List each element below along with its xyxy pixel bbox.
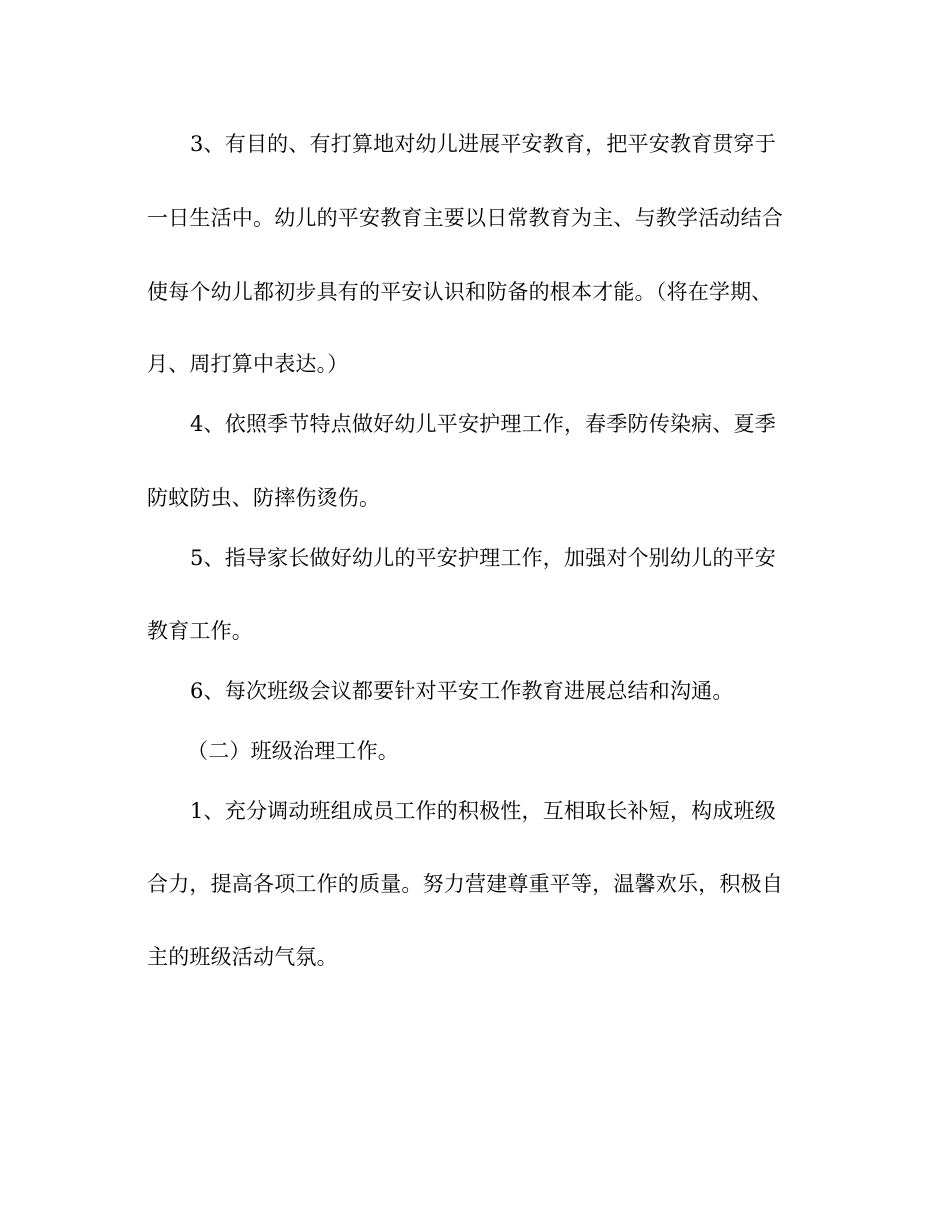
paragraph-5-line-2: 教育工作。 bbox=[147, 619, 253, 643]
paragraph-4-line-2: 防蚊防虫、防摔伤烫伤。 bbox=[147, 486, 381, 510]
section-2-paragraph-1-line-1: 1、充分调动班组成员工作的积极性，互相取长补短，构成班级 bbox=[190, 799, 776, 823]
section-2-paragraph-1-line-3: 主的班级活动气氛。 bbox=[147, 945, 338, 969]
paragraph-3-line-4: 月、周打算中表达。） bbox=[147, 352, 349, 376]
paragraph-5-line-1: 5、指导家长做好幼儿的平安护理工作，加强对个别幼儿的平安 bbox=[190, 546, 776, 570]
paragraph-3-line-3: 使每个幼儿都初步具有的平安认识和防备的根本才能。（将在学期、 bbox=[147, 280, 773, 304]
paragraph-6-line-1: 6、每次班级会议都要针对平安工作教育进展总结和沟通。 bbox=[190, 679, 734, 703]
paragraph-3-line-2: 一日生活中。幼儿的平安教育主要以日常教育为主、与教学活动结合 bbox=[147, 206, 783, 230]
paragraph-3-line-1: 3、有目的、有打算地对幼儿进展平安教育，把平安教育贯穿于 bbox=[190, 132, 776, 156]
section-heading: （二）班级治理工作。 bbox=[187, 739, 399, 763]
paragraph-4-line-1: 4、依照季节特点做好幼儿平安护理工作，春季防传染病、夏季 bbox=[190, 412, 776, 436]
section-2-paragraph-1-line-2: 合力，提高各项工作的质量。努力营建尊重平等，温馨欢乐，积极自 bbox=[147, 872, 783, 896]
